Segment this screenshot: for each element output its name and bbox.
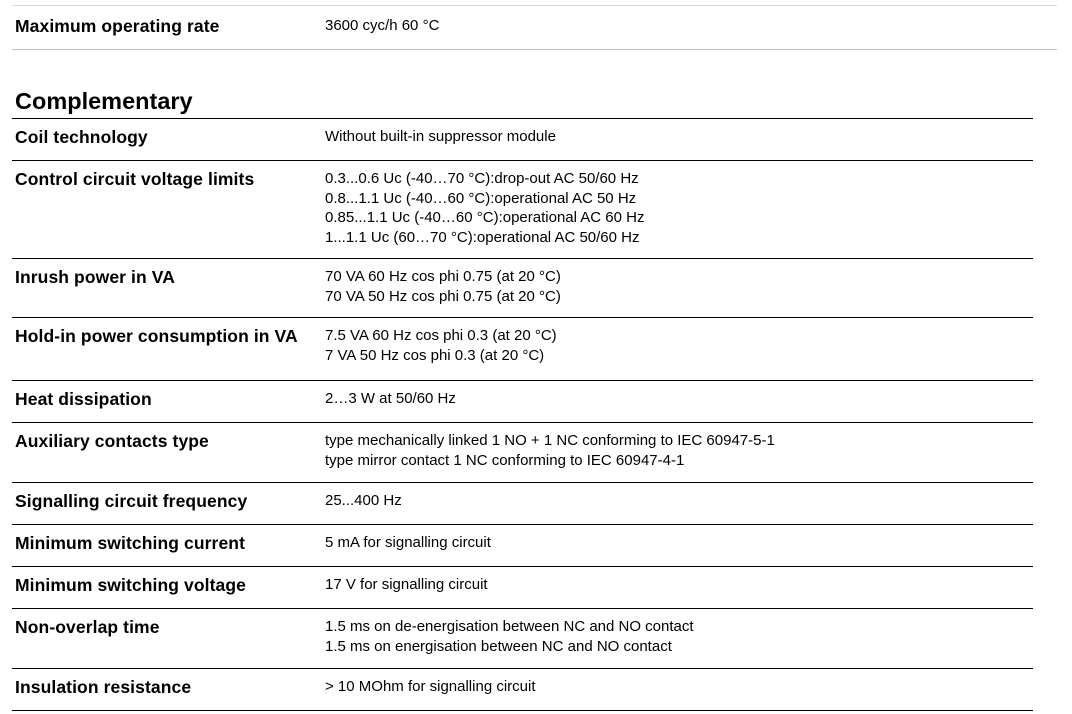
spec-label: Inrush power in VA xyxy=(15,267,175,287)
spec-values xyxy=(325,326,557,365)
spec-row-hold-in-power xyxy=(12,318,1033,381)
spec-value: 1.5 ms on de-energisation between NC and NO contact xyxy=(325,618,694,635)
spec-value: Without built-in suppressor module xyxy=(325,128,556,145)
spec-row-minimum-switching-current xyxy=(12,525,1033,567)
spec-value: 17 V for signalling circuit xyxy=(325,576,488,593)
spec-values xyxy=(325,533,491,553)
spec-values xyxy=(325,16,439,36)
spec-label: Minimum switching voltage xyxy=(15,575,246,595)
spec-row-non-overlap-time xyxy=(12,609,1033,669)
spec-values xyxy=(325,389,456,409)
spec-label: Control circuit voltage limits xyxy=(15,169,255,189)
spec-row-heat-dissipation xyxy=(12,381,1033,423)
spec-values xyxy=(325,169,645,247)
spec-label: Auxiliary contacts type xyxy=(15,431,209,451)
spec-value: 1.5 ms on energisation between NC and NO contact xyxy=(325,637,672,655)
spec-value: 7.5 VA 60 Hz cos phi 0.3 (at 20 °C) xyxy=(325,327,557,344)
spec-row-minimum-switching-voltage xyxy=(12,567,1033,609)
spec-value: 70 VA 50 Hz cos phi 0.75 (at 20 °C) xyxy=(325,287,561,305)
spec-label: Insulation resistance xyxy=(15,677,192,697)
spec-row-signalling-circuit-frequency xyxy=(12,483,1033,525)
spec-value: 1...1.1 Uc (60…70 °C):operational AC 50/60 Hz xyxy=(325,228,640,246)
spec-value: 0.85...1.1 Uc (-40…60 °C):operational AC 60 Hz xyxy=(325,209,645,226)
spec-value: 0.3...0.6 Uc (-40…70 °C):drop-out AC 50/60 Hz xyxy=(325,170,639,187)
spec-row-auxiliary-contacts-type xyxy=(12,423,1033,483)
spec-row-coil-technology xyxy=(12,119,1033,161)
spec-value: type mechanically linked 1 NO + 1 NC conforming to IEC 60947-5-1 xyxy=(325,432,775,449)
spec-value: 70 VA 60 Hz cos phi 0.75 (at 20 °C) xyxy=(325,268,561,285)
spec-values xyxy=(325,617,694,656)
spec-label: Minimum switching current xyxy=(15,533,246,553)
spec-values xyxy=(325,127,556,147)
spec-row-control-circuit-voltage-limits xyxy=(12,161,1033,259)
spec-label: Hold-in power consumption in VA xyxy=(15,326,298,346)
spec-value: 25...400 Hz xyxy=(325,492,402,509)
spec-value: 0.8...1.1 Uc (-40…60 °C):operational AC 50 Hz xyxy=(325,189,637,207)
spec-label: Maximum operating rate xyxy=(15,16,220,36)
spec-label: Coil technology xyxy=(15,127,148,147)
spec-values xyxy=(325,677,536,697)
spec-value: > 10 MOhm for signalling circuit xyxy=(325,678,536,695)
spec-values xyxy=(325,575,488,595)
spec-label: Signalling circuit frequency xyxy=(15,491,248,511)
spec-values xyxy=(325,491,402,511)
spec-row-maximum-operating-rate xyxy=(12,6,1057,50)
spec-label: Heat dissipation xyxy=(15,389,152,409)
spec-row-insulation-resistance xyxy=(12,669,1033,711)
spec-values xyxy=(325,267,561,306)
spec-value: 7 VA 50 Hz cos phi 0.3 (at 20 °C) xyxy=(325,346,545,364)
spec-label: Non-overlap time xyxy=(15,617,160,637)
spec-value: 3600 cyc/h 60 °C xyxy=(325,17,440,34)
spec-value: type mirror contact 1 NC conforming to IEC 60947-4-1 xyxy=(325,451,685,469)
section-title: Complementary xyxy=(15,88,193,114)
spec-row-inrush-power xyxy=(12,259,1033,318)
spec-table xyxy=(12,119,1033,711)
spec-value: 5 mA for signalling circuit xyxy=(325,534,491,551)
spec-values xyxy=(325,431,775,470)
spec-value: 2…3 W at 50/60 Hz xyxy=(325,390,456,407)
